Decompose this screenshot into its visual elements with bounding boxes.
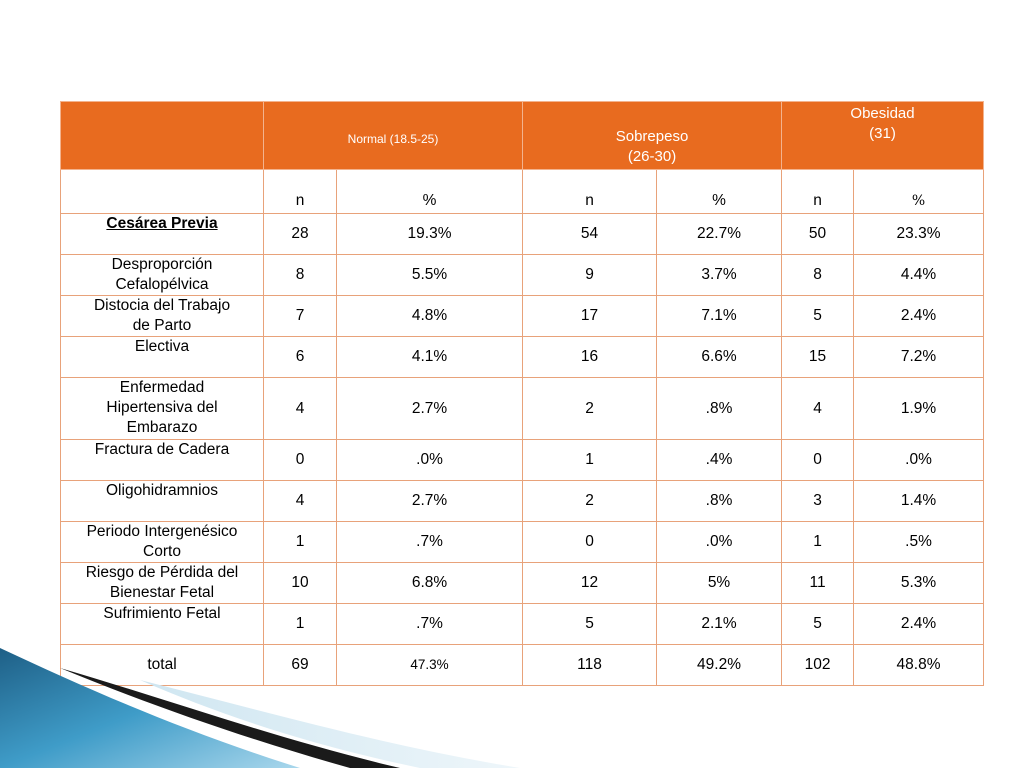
table-cell: 1.9%: [854, 378, 984, 440]
table-cell: 16: [523, 337, 657, 378]
table-row: [61, 563, 984, 604]
table-cell: 4: [264, 481, 337, 522]
table-cell: 2: [523, 481, 657, 522]
results-table-container: [60, 101, 983, 686]
row-label: [61, 214, 264, 255]
row-label-line: Cesárea Previa: [106, 215, 218, 232]
table-cell: 2.7%: [337, 481, 523, 522]
subheader-n-normal: n: [264, 170, 337, 214]
row-label: [61, 378, 264, 440]
subheader-row: [61, 170, 984, 214]
header-sobrepeso-line2: (26-30): [627, 148, 677, 165]
subheader-pct-normal: %: [337, 170, 523, 214]
subheader-n-sobrepeso: n: [523, 170, 657, 214]
table-cell: 2.4%: [854, 604, 984, 645]
row-label: [61, 337, 264, 378]
header-normal-label: Normal (18.5-25): [347, 131, 439, 146]
table-cell: 22.7%: [657, 214, 782, 255]
table-cell: .5%: [854, 522, 984, 563]
table-cell: 4.1%: [337, 337, 523, 378]
table-cell: 4.4%: [854, 255, 984, 296]
table-cell: 4: [782, 378, 854, 440]
table-cell: 7.1%: [657, 296, 782, 337]
table-cell: 0: [264, 440, 337, 481]
row-label-line: Desproporción: [111, 256, 213, 273]
table-cell: 15: [782, 337, 854, 378]
subheader-pct-sobrepeso: %: [657, 170, 782, 214]
table-cell: 2: [523, 378, 657, 440]
row-label-line: Corto: [143, 543, 181, 560]
row-label-line: Periodo Intergenésico: [86, 523, 238, 540]
row-label-line: Enfermedad: [119, 379, 205, 396]
table-cell: 8: [782, 255, 854, 296]
table-cell: 19.3%: [337, 214, 523, 255]
table-cell: 5.3%: [854, 563, 984, 604]
header-row: [61, 102, 984, 170]
row-label: [61, 255, 264, 296]
table-cell: 1: [782, 522, 854, 563]
total-cell: 47.3%: [337, 645, 523, 686]
table-cell: 5: [782, 604, 854, 645]
table-cell: 12: [523, 563, 657, 604]
subheader-pct-obesidad: %: [854, 170, 984, 214]
row-label: [61, 481, 264, 522]
table-cell: 1: [264, 604, 337, 645]
table-cell: 23.3%: [854, 214, 984, 255]
table-row: [61, 604, 984, 645]
header-obesidad-line2: (31): [869, 125, 896, 142]
table-row: [61, 296, 984, 337]
table-cell: .7%: [337, 604, 523, 645]
table-row: [61, 440, 984, 481]
total-cell: 49.2%: [657, 645, 782, 686]
row-label: [61, 522, 264, 563]
table-cell: 4: [264, 378, 337, 440]
header-sobrepeso: [523, 102, 782, 170]
table-cell: 2.4%: [854, 296, 984, 337]
table-cell: 50: [782, 214, 854, 255]
table-cell: 5%: [657, 563, 782, 604]
table-cell: 11: [782, 563, 854, 604]
row-label-line: Cefalopélvica: [115, 276, 209, 293]
table-cell: .7%: [337, 522, 523, 563]
table-cell: 9: [523, 255, 657, 296]
table-cell: 2.1%: [657, 604, 782, 645]
table-cell: 0: [782, 440, 854, 481]
row-label-line: Sufrimiento Fetal: [103, 605, 221, 622]
table-cell: 10: [264, 563, 337, 604]
row-label-line: Oligohidramnios: [106, 482, 218, 499]
swoosh-blue-shape: [0, 648, 300, 768]
table-cell: 3: [782, 481, 854, 522]
row-label-line: Hipertensiva del: [106, 399, 218, 416]
table-cell: 28: [264, 214, 337, 255]
row-label: [61, 563, 264, 604]
row-label: [61, 604, 264, 645]
header-normal: [264, 102, 523, 170]
table-cell: 7.2%: [854, 337, 984, 378]
table-cell: 6.8%: [337, 563, 523, 604]
row-label-line: Embarazo: [126, 419, 198, 436]
total-cell: 48.8%: [854, 645, 984, 686]
row-label: [61, 440, 264, 481]
table-cell: 6: [264, 337, 337, 378]
table-cell: 17: [523, 296, 657, 337]
table-cell: 6.6%: [657, 337, 782, 378]
table-cell: 5: [782, 296, 854, 337]
table-cell: 2.7%: [337, 378, 523, 440]
subheader-empty-cell: [61, 170, 264, 214]
results-table: [60, 101, 984, 686]
row-label: [61, 296, 264, 337]
table-cell: 54: [523, 214, 657, 255]
table-cell: 1: [523, 440, 657, 481]
table-cell: 0: [523, 522, 657, 563]
table-cell: 7: [264, 296, 337, 337]
table-cell: 1: [264, 522, 337, 563]
total-label: total: [61, 645, 264, 686]
header-empty-cell: [61, 102, 264, 170]
table-row: [61, 522, 984, 563]
total-cell: 118: [523, 645, 657, 686]
table-cell: .0%: [337, 440, 523, 481]
table-row: [61, 255, 984, 296]
row-label-line: Fractura de Cadera: [94, 441, 230, 458]
header-sobrepeso-line1: Sobrepeso: [615, 128, 689, 145]
decorative-swoosh: [0, 640, 520, 768]
table-cell: 3.7%: [657, 255, 782, 296]
table-cell: .8%: [657, 481, 782, 522]
table-cell: 5: [523, 604, 657, 645]
header-obesidad: [782, 102, 984, 170]
total-cell: 102: [782, 645, 854, 686]
row-label-line: Electiva: [134, 338, 190, 355]
table-row: [61, 214, 984, 255]
header-obesidad-line1: Obesidad: [850, 105, 915, 122]
table-cell: 1.4%: [854, 481, 984, 522]
table-row: [61, 378, 984, 440]
table-cell: 4.8%: [337, 296, 523, 337]
table-cell: .0%: [854, 440, 984, 481]
table-row: [61, 481, 984, 522]
table-cell: 5.5%: [337, 255, 523, 296]
table-row: [61, 337, 984, 378]
table-cell: .4%: [657, 440, 782, 481]
table-cell: .0%: [657, 522, 782, 563]
table-cell: .8%: [657, 378, 782, 440]
row-label-line: Distocia del Trabajo: [93, 297, 231, 314]
row-label-line: Bienestar Fetal: [109, 584, 215, 601]
row-label-line: de Parto: [132, 317, 192, 334]
table-cell: 8: [264, 255, 337, 296]
total-cell: 69: [264, 645, 337, 686]
row-label-line: Riesgo de Pérdida del: [85, 564, 239, 581]
subheader-n-obesidad: n: [782, 170, 854, 214]
